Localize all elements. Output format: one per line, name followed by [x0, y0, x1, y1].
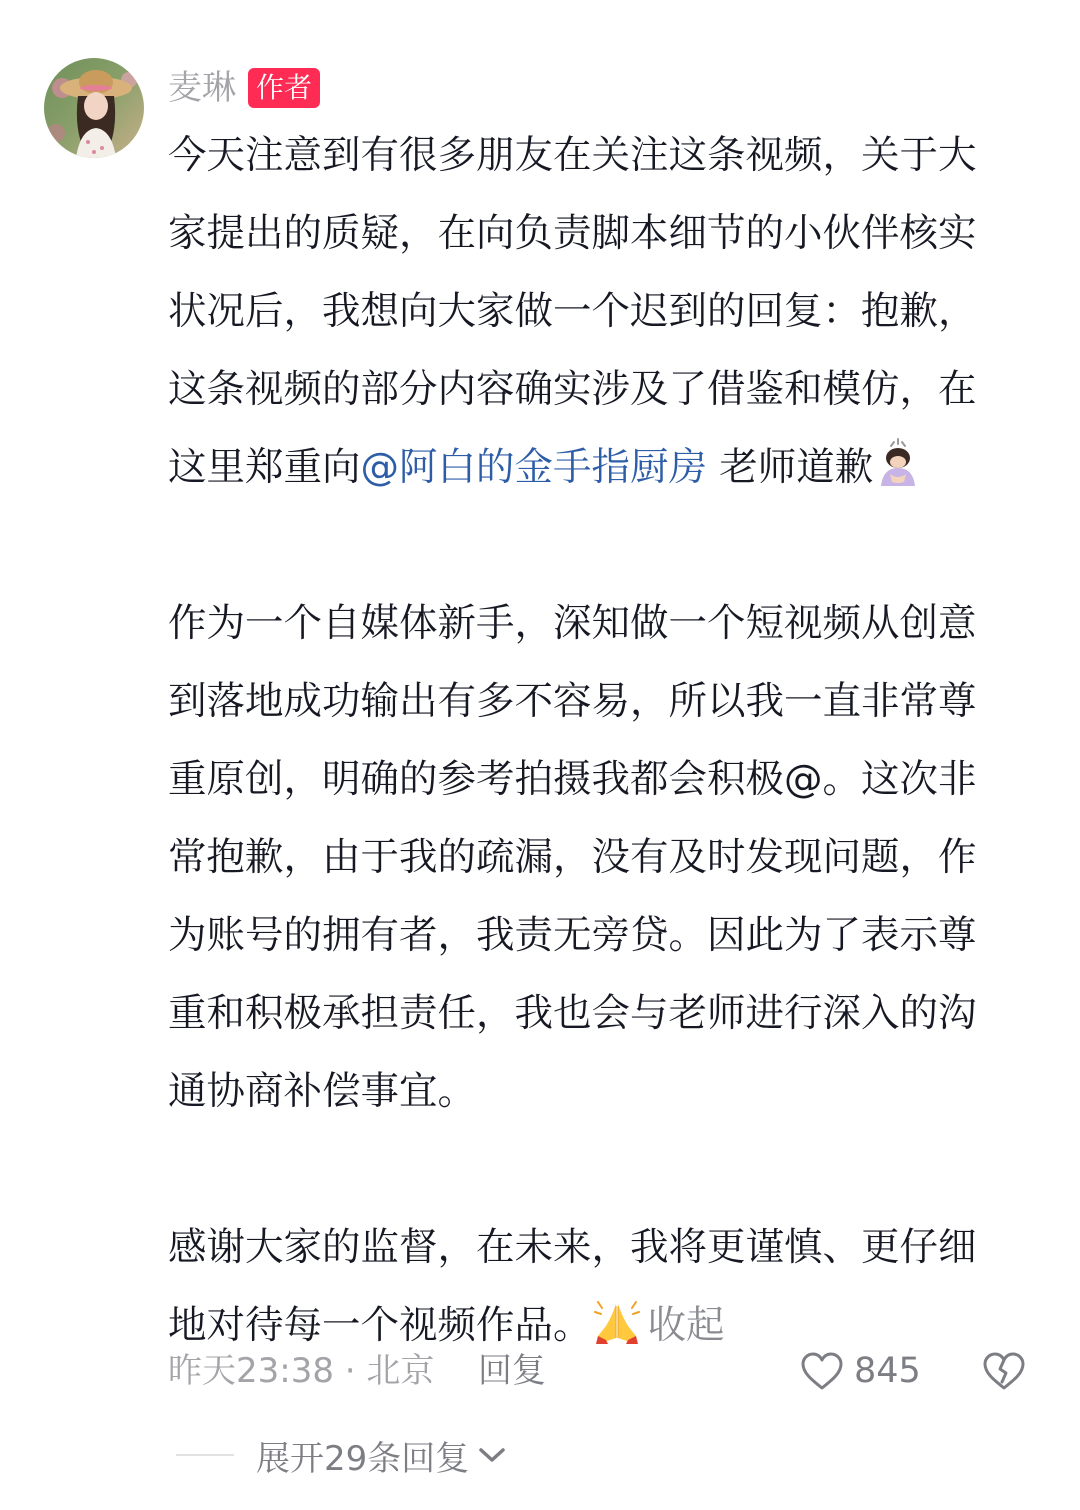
chevron-down-icon — [477, 1445, 507, 1465]
comment-line: 这条视频的部分内容确实涉及了借鉴和模仿，在 — [168, 367, 977, 412]
comment-line — [168, 429, 1038, 507]
author-name[interactable]: 麦琳 — [168, 68, 236, 108]
avatar[interactable] — [44, 58, 144, 158]
reply-button[interactable]: 回复 — [478, 1351, 546, 1391]
expand-replies-label: 展开29条回复 — [256, 1438, 470, 1479]
folded-hands-emoji — [592, 1296, 642, 1346]
comment-header — [168, 66, 320, 110]
comment-line: 为账号的拥有者，我责无旁贷。因此为了表示尊 — [168, 913, 977, 958]
comment-line: 家提出的质疑，在向负责脚本细节的小伙伴核实 — [168, 211, 977, 256]
broken-heart-icon[interactable] — [982, 1350, 1026, 1392]
comment-line: 通协商补偿事宜。 — [168, 1069, 477, 1114]
like-count: 845 — [854, 1351, 921, 1391]
comment-meta — [168, 1348, 1038, 1394]
collapse-link[interactable]: 收起 — [647, 1303, 725, 1348]
expand-replies-button[interactable] — [176, 1430, 507, 1480]
divider-line — [176, 1454, 234, 1456]
comment-line: 感谢大家的监督，在未来，我将更谨慎、更仔细 — [168, 1225, 977, 1270]
comment-text: 这里郑重向 — [168, 445, 361, 490]
paragraph-gap — [168, 1131, 1038, 1209]
comment-line: 今天注意到有很多朋友在关注这条视频，关于大 — [168, 133, 977, 178]
mention-link[interactable]: @阿白的金手指厨房 — [360, 445, 708, 490]
comment-line: 重和积极承担责任，我也会与老师进行深入的沟 — [168, 991, 977, 1036]
comment-body — [168, 117, 1038, 1365]
author-badge: 作者 — [248, 68, 320, 108]
comment-line: 到落地成功输出有多不容易，所以我一直非常尊 — [168, 679, 977, 724]
comment-line: 作为一个自媒体新手，深知做一个短视频从创意 — [168, 601, 977, 646]
time-location: 昨天23:38 · 北京 — [168, 1351, 435, 1391]
paragraph-gap — [168, 507, 1038, 585]
heart-outline-icon — [800, 1351, 844, 1391]
comment-line: 常抱歉，由于我的疏漏，没有及时发现问题，作 — [168, 835, 977, 880]
comment-line: 状况后，我想向大家做一个迟到的回复：抱歉， — [168, 289, 977, 334]
bowing-person-emoji — [873, 438, 923, 488]
like-button[interactable] — [800, 1348, 921, 1394]
comment-text: 地对待每一个视频作品。 — [168, 1303, 592, 1348]
comment-line: 重原创，明确的参考拍摄我都会积极@。这次非 — [168, 757, 977, 802]
comment-text: 老师道歉 — [707, 445, 874, 490]
